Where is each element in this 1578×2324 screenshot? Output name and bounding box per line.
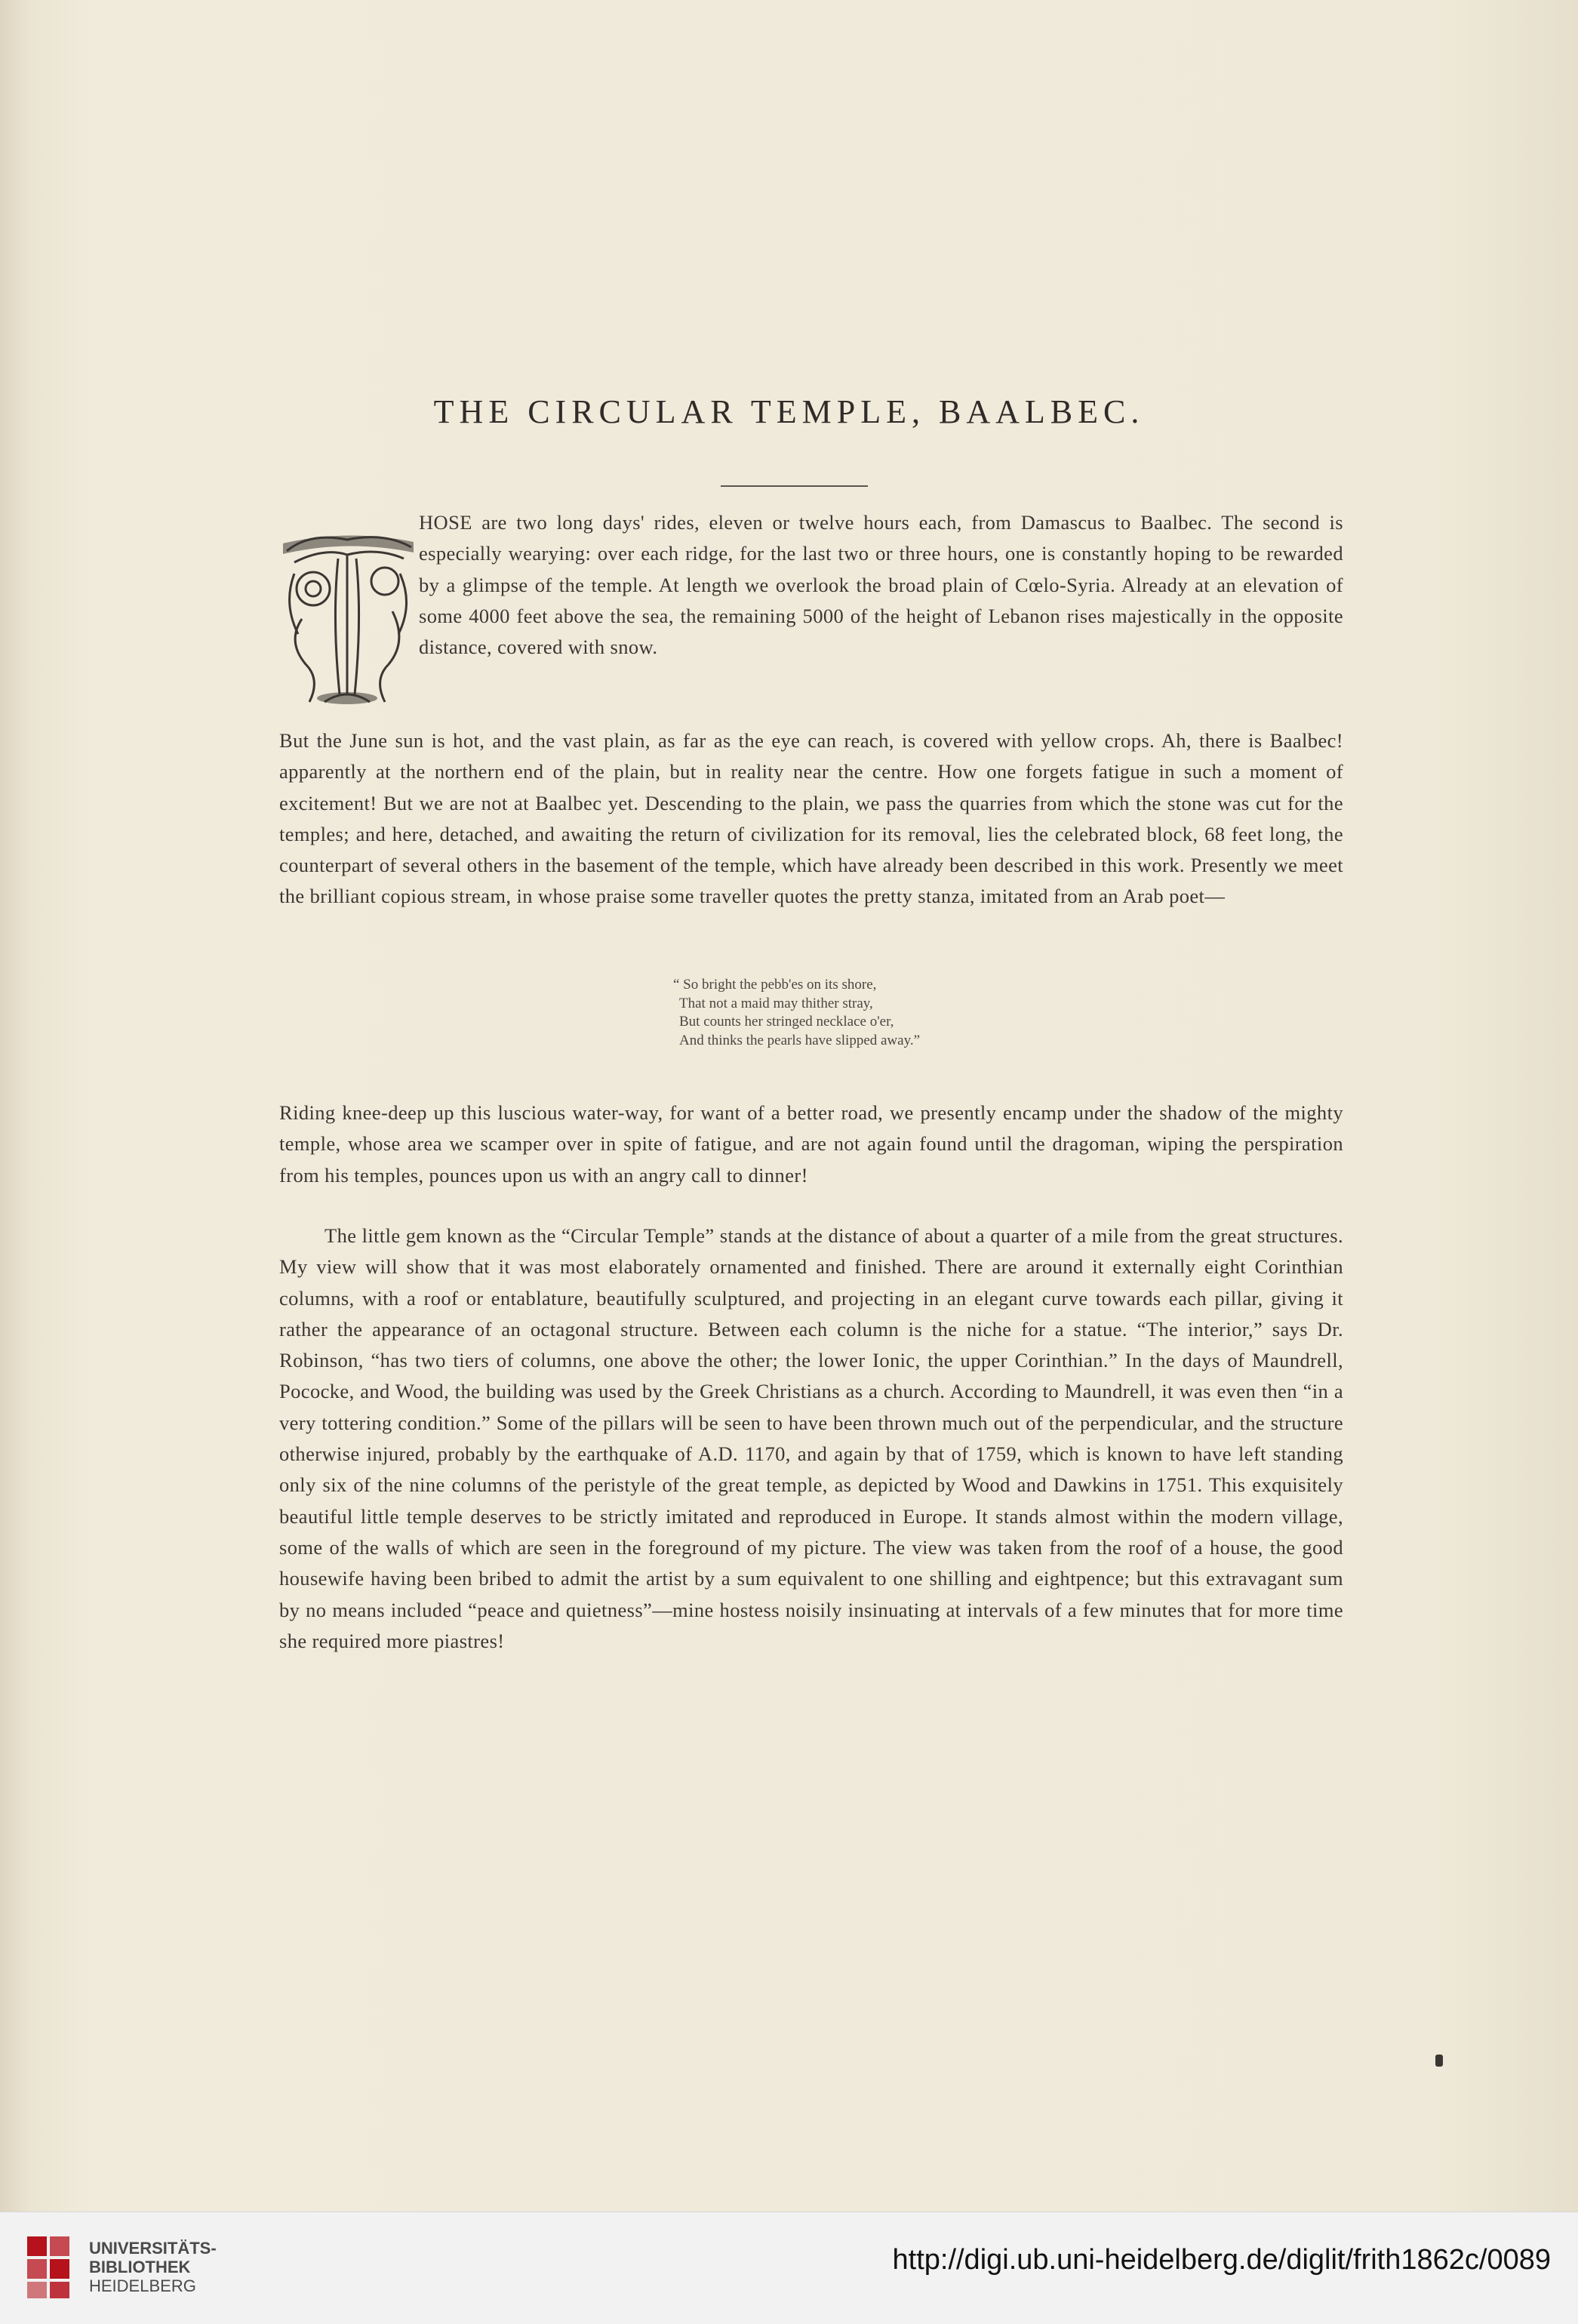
page-title: THE CIRCULAR TEMPLE, BAALBEC. bbox=[433, 393, 1145, 430]
library-name-line-1: UNIVERSITÄTS- bbox=[89, 2239, 217, 2258]
paragraph-3-text: The little gem known as the “Circular Temple” stands at the distance of about a quarter of a mile from the great structures. My view will show that it was most elaborately ornamented and finished. There are around it externally eight Corinthian columns, with a roof or entablature, beautifully sculptured, and projecting in an elegant curve towards each pillar, giving it rather the appearance of an octagonal structure. Between each column is the niche for a statue. “The interior,” says Dr. Robinson, “has two tiers of columns, one above the other; the lower Ionic, the upper Corinthian.” In the days of Maundrell, Pococke, and Wood, the building was used by the Greek Christians as a church. According to Maundrell, it was even then “in a very tottering condition.” Some of the pillars will be seen to have been thrown much out of the perpendicular, and the structure otherwise injured, probably by the earthquake of A.D. 1170, and again by that of 1759, which is known to have left standing only six of the nine columns of the peristyle of the great temple, as depicted by Wood and Dawkins in 1751. This exquisitely beautiful little temple deserves to be strictly imitated and reproduced in Europe. It stands almost within the modern village, some of the walls of which are seen in the foreground of my picture. The view was taken from the roof of a house, the good housewife having been bribed to admit the artist by a sum equivalent to one shilling and eightpence; but this extravagant sum by no means included “peace and quietness”—mine hostess noisily insinuating at intervals of a few minutes that for more time she required more piastres! bbox=[279, 1224, 1343, 1652]
paragraph-3 bbox=[279, 1220, 1343, 1657]
poem-line: “ So bright the pebb'es on its shore, bbox=[673, 977, 877, 993]
poem-line: That not a maid may thither stray, bbox=[679, 995, 873, 1011]
poem-line: But counts her stringed necklace o'er, bbox=[679, 1014, 894, 1030]
permalink-url[interactable]: http://digi.ub.uni-heidelberg.de/diglit/frith1862c/0089 bbox=[892, 2244, 1551, 2276]
paragraph-2-text: Riding knee-deep up this luscious water-way, for want of a better road, we presently encamp under the shadow of the mighty temple, whose area we scamper over in spite of fatigue, and are not again found until the dragoman, wiping the perspiration from his temples, pounces upon us with an angry call to dinner! bbox=[279, 1101, 1343, 1187]
paragraph-1-opening: HOSE are two long days' rides, eleven or twelve hours each, from Damascus to Baalbec. The second is especially wearying: over each ridge, for the last two or three hours, one is constantly hoping to be rewarded by a glimpse of the temple. At length we overlook the broad plain of Cœlo-Syria. Already at an elevation of some 4000 feet above the sea, the remaining 5000 of the height of Lebanon rises majestically in the opposite distance, covered with snow. bbox=[419, 511, 1343, 659]
university-library-logo-icon bbox=[27, 2236, 72, 2300]
library-name-line-2: BIBLIOTHEK bbox=[89, 2258, 191, 2276]
poem-line: And thinks the pearls have slipped away.” bbox=[679, 1032, 921, 1048]
library-name bbox=[89, 2239, 217, 2295]
title-rule bbox=[721, 485, 868, 487]
paragraph-2 bbox=[279, 1097, 1343, 1191]
library-footer bbox=[0, 2212, 1578, 2324]
poem-stanza bbox=[673, 976, 920, 1050]
decorated-initial-t-icon bbox=[279, 528, 415, 710]
paragraph-1-rest: But the June sun is hot, and the vast plain, as far as the eye can reach, is covered with yellow crops. Ah, there is Baalbec! apparently at the northern end of the plain, but in reality near the centre. How one forgets fatigue in such a moment of excitement! But we are not at Baalbec yet. Descending to the plain, we pass the quarries from which the stone was cut for the temples; and here, detached, and awaiting the return of civilization for its removal, lies the celebrated block, 68 feet long, the counterpart of several others in the basement of the temple, which have already been described in this work. Presently we meet the brilliant copious stream, in whose praise some traveller quotes the pretty stanza, imitated from an Arab poet— bbox=[279, 729, 1343, 908]
ink-mark bbox=[1435, 2055, 1443, 2067]
library-name-line-3: HEIDELBERG bbox=[89, 2276, 196, 2295]
paragraph-1-dropcap-section bbox=[419, 507, 1343, 663]
paragraph-1-continuation bbox=[279, 725, 1343, 913]
